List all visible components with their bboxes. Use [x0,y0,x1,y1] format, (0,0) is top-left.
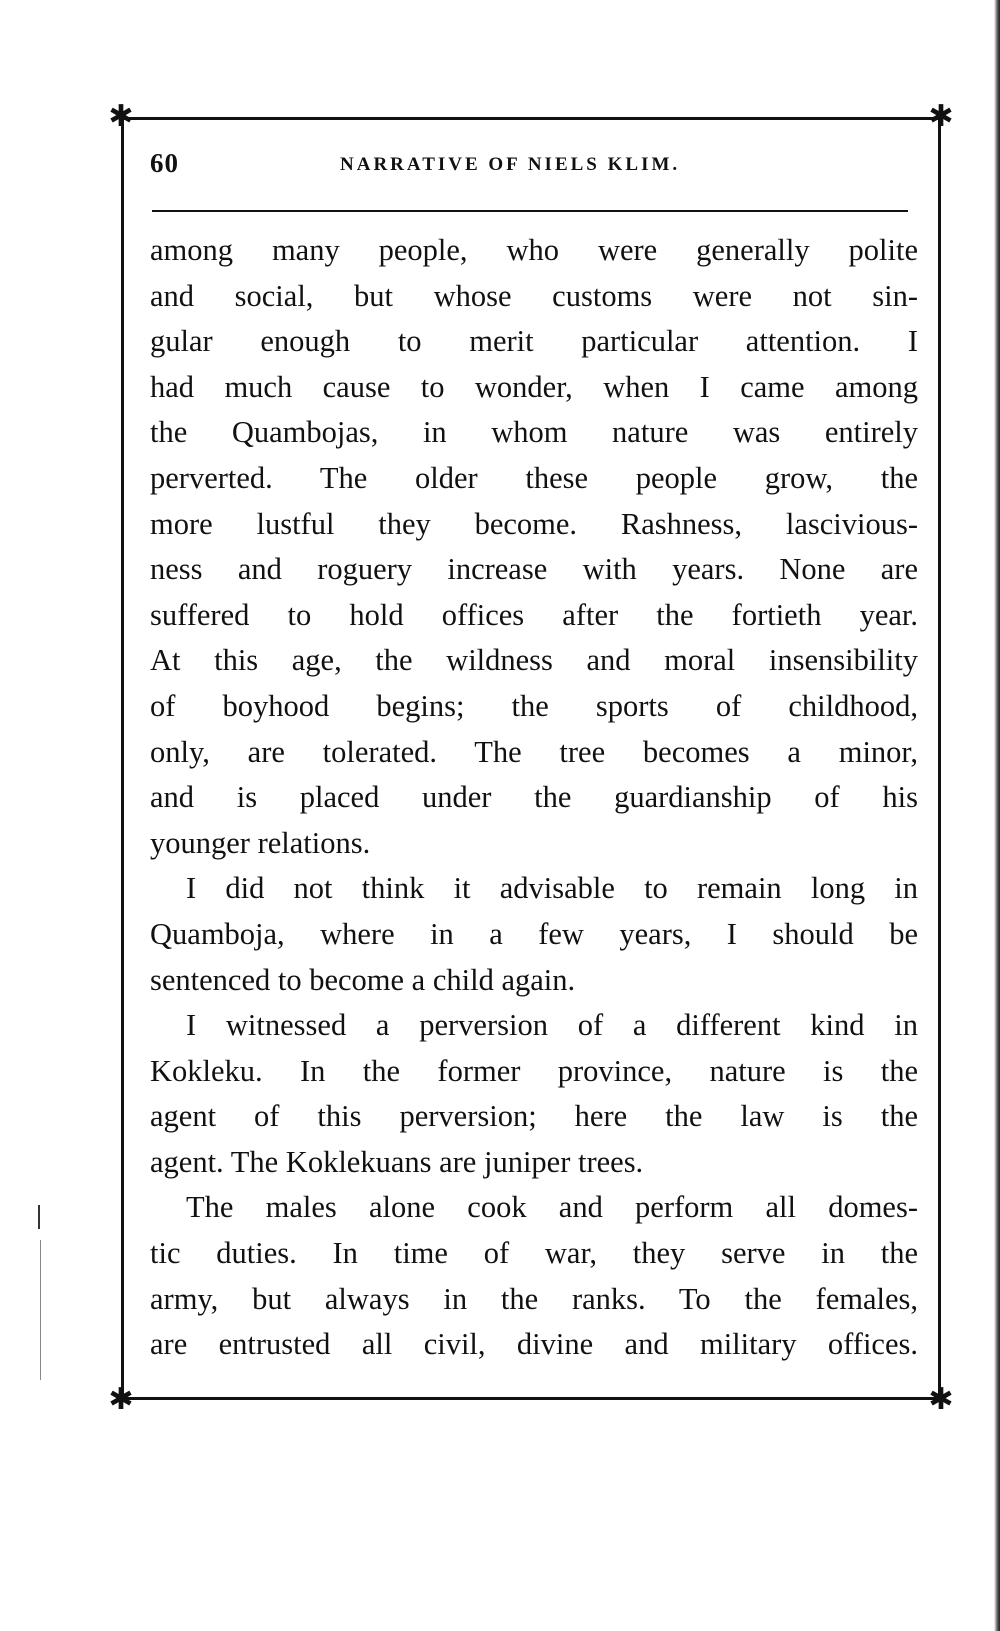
text-line: more lustful they become. Rashness, lascivious- [150,506,918,541]
text-line: I witnessed a perversion of a different kind in [186,1008,918,1043]
text-line: perverted. The older these people grow, the [150,460,918,495]
corner-ornament-top-right: ✱ [928,99,954,134]
corner-ornament-bottom-right: ✱ [928,1382,954,1417]
page-number: 60 [150,148,179,178]
text-line: At this age, the wildness and moral insensibility [150,643,918,678]
body-text [150,228,918,1368]
text-line: and social, but whose customs were not sin- [150,278,918,313]
text-line: agent. The Koklekuans are juniper trees. [150,1144,644,1179]
text-line: tic duties. In time of war, they serve in the [150,1236,918,1271]
corner-ornament-bottom-left: ✱ [108,1382,134,1417]
text-line: only, are tolerated. The tree becomes a minor, [150,734,918,769]
text-line: suffered to hold offices after the fortieth year. [150,597,918,632]
margin-scan-mark [38,1205,40,1229]
text-line: Quamboja, where in a few years, I should be [150,916,918,951]
text-line: and is placed under the guardianship of his [150,780,918,815]
text-line: Kokleku. In the former province, nature is the [150,1053,918,1088]
binding-edge [994,0,1000,1631]
text-line: army, but always in the ranks. To the females, [150,1281,918,1316]
text-line: agent of this perversion; here the law is the [150,1099,918,1134]
paragraph [150,1185,918,1367]
text-line: the Quambojas, in whom nature was entirely [150,415,918,450]
paragraph [150,866,918,1003]
text-line: had much cause to wonder, when I came among [150,369,918,404]
text-line: are entrusted all civil, divine and military offices. [150,1327,918,1362]
text-line: among many people, who were generally polite [150,233,918,267]
paragraph [150,228,918,866]
corner-ornament-top-left: ✱ [108,99,134,134]
paragraph [150,1003,918,1185]
text-line: sentenced to become a child again. [150,962,576,997]
running-head: NARRATIVE OF NIELS KLIM. [340,154,681,175]
text-line: The males alone cook and perform all domes- [186,1190,918,1225]
header-rule [152,210,908,212]
text-line: younger relations. [150,825,371,860]
text-line: of boyhood begins; the sports of childhood, [150,688,918,723]
text-line: ness and roguery increase with years. None are [150,552,918,587]
text-line: gular enough to merit particular attention. I [150,324,918,359]
margin-scan-mark [40,1240,41,1380]
text-line: I did not think it advisable to remain long in [186,871,918,906]
